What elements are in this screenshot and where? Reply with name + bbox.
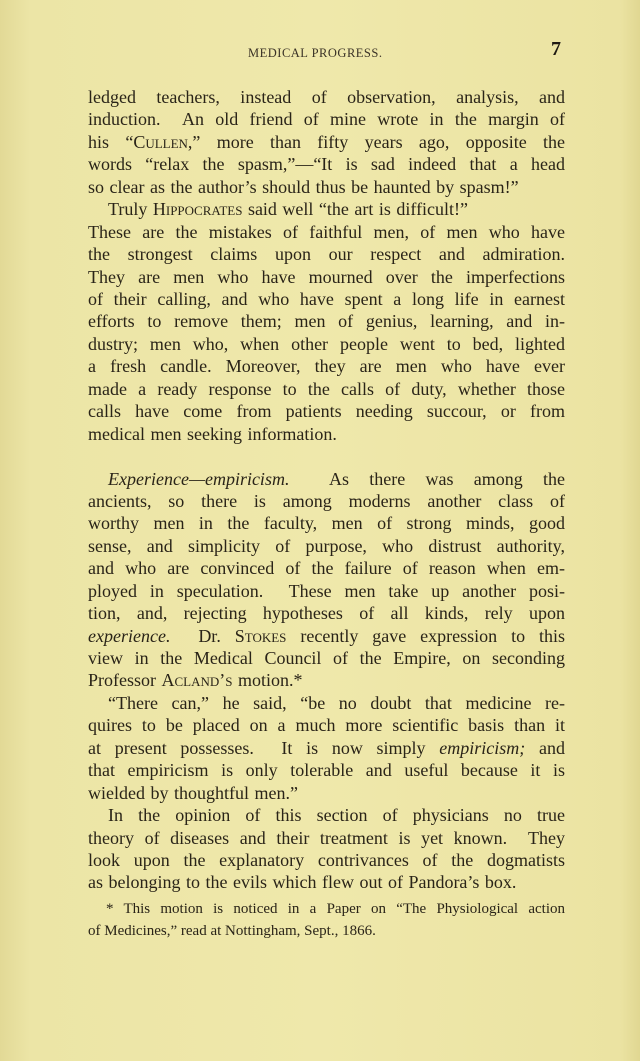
small-caps-name: Cullen [133,131,188,152]
text-segment: Dr. [170,625,235,646]
text-line [88,355,565,377]
text-line [88,557,565,579]
text-line [88,131,565,153]
text-line [88,782,565,804]
text-segment: medical men seeking information. [88,423,337,444]
text-segment: and [525,737,565,758]
text-line [88,176,565,198]
text-segment: words “relax the spasm,”—“It is sad indeed that a head [88,154,565,175]
text-segment: that empiricism is only tolerable and useful because it is [88,760,565,781]
text-segment: ployed in speculation. These men take up another posi- [88,580,565,601]
text-line [88,692,565,714]
text-line [88,288,565,310]
text-segment: of their calling, and who have spent a long life in earnest [88,288,565,309]
text-line [88,400,565,422]
text-segment: so clear as the author’s should thus be haunted by spasm!” [88,176,519,197]
text-segment: ,” more than fifty years ago, opposite the [187,131,565,152]
text-line [88,647,565,669]
footnote-line [88,920,565,942]
text-segment: * This motion is noticed in a Paper on “The Physiological action [106,901,565,917]
text-segment: his “ [88,131,134,152]
text-line [88,871,565,893]
text-segment: the strongest claims upon our respect and admiration. [88,244,565,265]
italic-text: Experience—empiricism. [108,468,290,489]
text-segment: look upon the explanatory contrivances of the dogmatists [88,849,565,870]
footnote-line [88,898,565,920]
text-segment: recently gave expression to this [286,625,566,646]
text-line [88,512,565,534]
text-line [88,535,565,557]
text-segment: made a ready response to the calls of duty, whether those [88,378,565,399]
text-line [88,580,565,602]
small-caps-name: Acland’s [161,670,233,691]
text-segment: quires to be placed on a much more scientific basis than it [88,715,565,736]
text-line [88,804,565,826]
text-segment: “There can,” he said, “be no doubt that medicine re- [108,692,565,713]
text-segment: a fresh candle. Moreover, they are men who have ever [88,356,565,377]
text-line [88,490,565,512]
text-segment: They are men who have mourned over the imperfections [88,266,565,287]
text-segment: as belonging to the evils which flew out of Pandora’s box. [88,872,517,893]
text-segment: Truly [108,199,153,220]
text-segment: tion, and, rejecting hypotheses of all kinds, rely upon [88,603,565,624]
text-segment: view in the Medical Council of the Empire, on seconding [88,648,565,668]
text-line [88,625,565,647]
text-line [88,827,565,849]
running-title: MEDICAL PROGRESS. [248,46,383,60]
italic-text: experience. [88,625,171,646]
text-line [88,108,565,130]
text-line [88,153,565,175]
text-line [88,602,565,624]
text-segment: sense, and simplicity of purpose, who distrust authority, [88,535,565,556]
text-line [88,221,565,243]
page-header [88,40,565,64]
small-caps-name: Stokes [234,625,287,646]
text-segment: These are the mistakes of faithful men, of men who have [88,221,565,242]
text-segment: induction. An old friend of mine wrote in the margin of [88,109,565,130]
page-number: 7 [551,38,561,60]
text-line [88,243,565,265]
text-line [88,737,565,759]
text-segment: ledged teachers, instead of observation, analysis, and [88,87,565,107]
text-line [88,333,565,355]
text-segment: As there was among the [289,468,565,489]
text-line [88,759,565,781]
text-segment: ancients, so there is among moderns another class of [88,490,565,511]
italic-text: empiricism; [439,737,526,758]
text-line [88,714,565,736]
text-segment: motion.* [232,670,303,691]
text-segment: and who are convinced of the failure of reason when em- [88,558,565,579]
footnote [88,898,565,942]
text-segment: wielded by thoughtful men.” [88,782,298,803]
text-segment: Professor [88,670,162,691]
text-line [88,310,565,332]
small-caps-name: Hippocrates [152,199,243,220]
text-segment: of Medicines,” read at Nottingham, Sept., 1866. [88,923,376,939]
text-segment: dustry; men who, when other people went to bed, lighted [88,333,565,354]
text-line [88,266,565,288]
body-text [88,86,565,894]
text-segment: said well “the art is difficult!” [242,199,469,220]
text-line [88,378,565,400]
text-line [88,468,565,490]
text-line [88,198,565,220]
text-segment: efforts to remove them; men of genius, learning, and in- [88,311,565,332]
text-segment: at present possesses. It is now simply [88,737,440,758]
text-line [88,86,565,108]
text-segment: worthy men in the faculty, men of strong minds, good [88,513,565,534]
text-line [88,423,565,445]
text-line [88,669,565,691]
text-line [88,849,565,871]
text-segment: theory of diseases and their treatment is yet known. They [88,827,565,848]
text-segment: calls have come from patients needing succour, or from [88,401,565,422]
text-segment: In the opinion of this section of physicians no true [108,805,565,826]
